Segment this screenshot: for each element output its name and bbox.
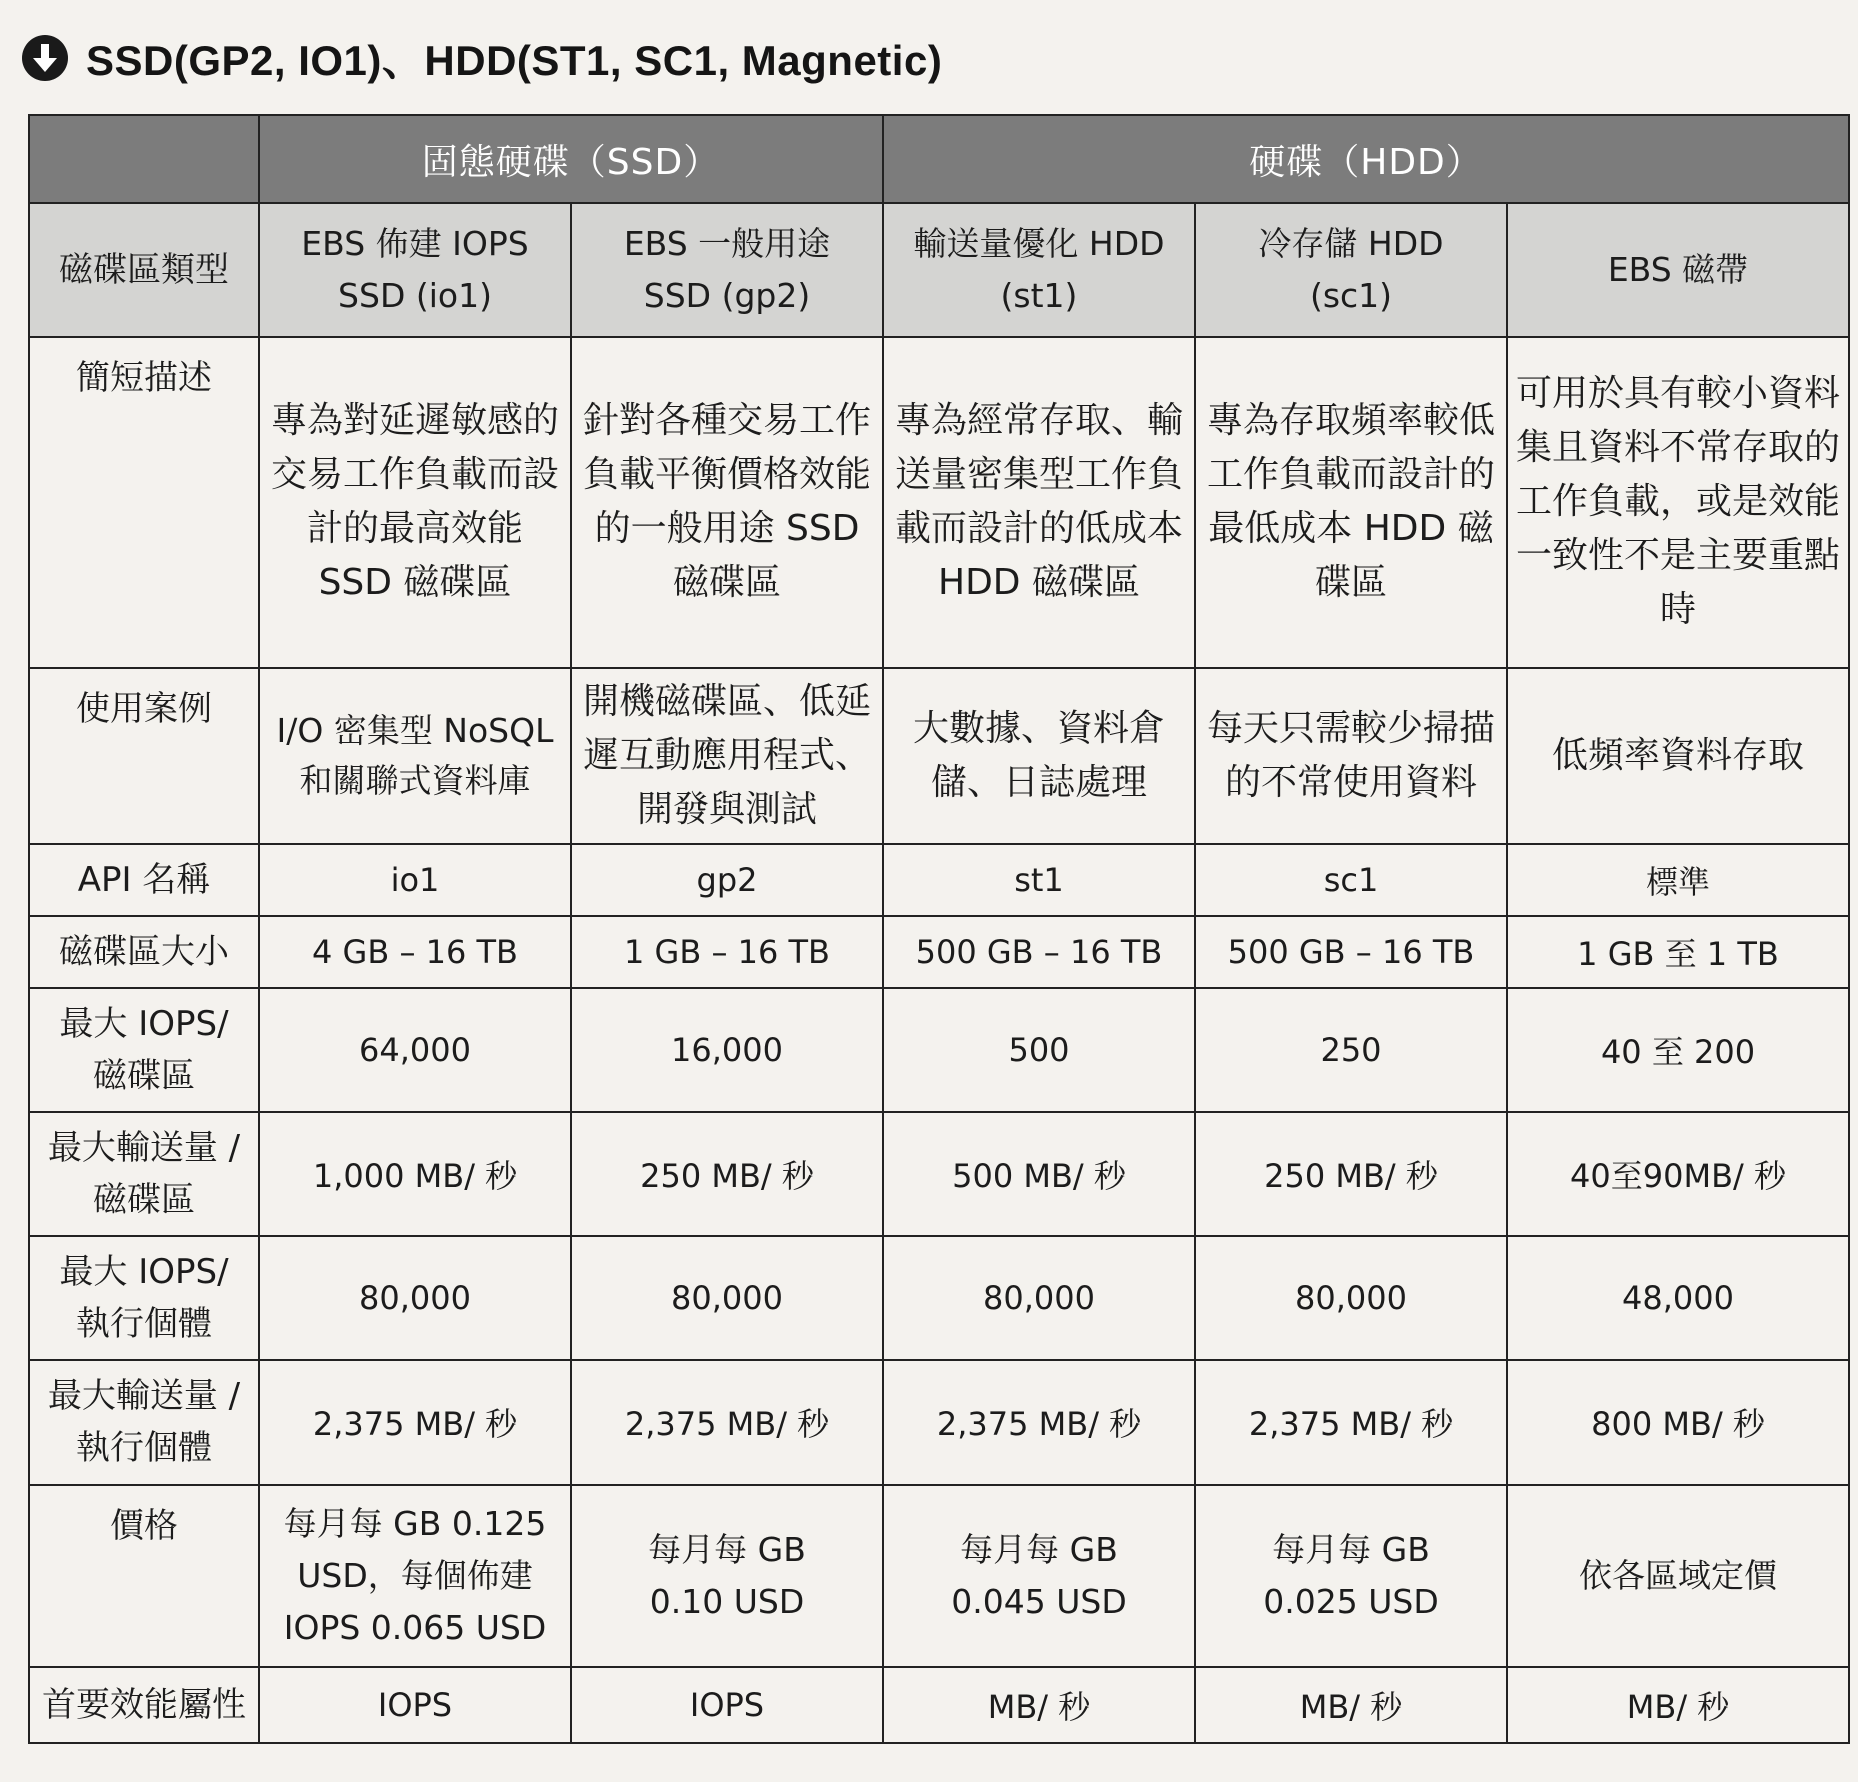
price-line-2: 0.10 USD [649, 1581, 805, 1621]
table-row-max-throughput-instance [29, 1360, 1849, 1484]
table-row-max-iops-volume [29, 988, 1849, 1112]
row-label-throughput-volume [29, 1112, 259, 1236]
table-row-api [29, 844, 1849, 916]
api-cell: gp2 [571, 844, 883, 916]
size-cell: 1 GB 至 1 TB [1507, 916, 1849, 988]
type-line-2: SSD (io1) [338, 276, 492, 316]
iops-volume-cell: 40 至 200 [1507, 988, 1849, 1112]
row-label-type: 磁碟區類型 [29, 203, 259, 337]
use-cell: 大數據、資料倉儲、日誌處理 [883, 668, 1195, 844]
ebs-volume-table [28, 114, 1850, 1744]
price-cell [1507, 1485, 1849, 1667]
table-row-size [29, 916, 1849, 988]
throughput-volume-cell: 250 MB/ 秒 [1195, 1112, 1507, 1236]
type-line-1: EBS 一般用途 [623, 224, 831, 264]
row-label-iops-volume [29, 988, 259, 1112]
type-line-1: 輸送量優化 HDD [913, 224, 1165, 264]
price-line-1: 每月每 GB [960, 1529, 1118, 1569]
type-line-2: (sc1) [1309, 276, 1393, 316]
api-cell: sc1 [1195, 844, 1507, 916]
desc-cell: 專為經常存取、輸送量密集型工作負載而設計的低成本 HDD 磁碟區 [883, 337, 1195, 667]
group-header-row [29, 115, 1849, 203]
row-label-line-1: 最大輸送量 / [47, 1376, 241, 1417]
throughput-instance-cell: 2,375 MB/ 秒 [1195, 1360, 1507, 1484]
row-label-desc: 簡短描述 [29, 337, 259, 667]
row-label-line-2: 磁碟區 [93, 1056, 195, 1097]
use-cell: 開機磁碟區、低延遲互動應用程式、開發與測試 [571, 668, 883, 844]
perf-cell: IOPS [571, 1667, 883, 1743]
ebs-volume-table-container [28, 114, 1848, 1744]
perf-cell: MB/ 秒 [883, 1667, 1195, 1743]
desc-cell: 專為存取頻率較低工作負載而設計的最低成本 HDD 磁碟區 [1195, 337, 1507, 667]
price-line-2: 0.045 USD [951, 1581, 1127, 1621]
throughput-volume-cell: 1,000 MB/ 秒 [259, 1112, 571, 1236]
table-row-use-case [29, 668, 1849, 844]
row-label-line-2: 執行個體 [76, 1428, 212, 1469]
api-cell: st1 [883, 844, 1195, 916]
row-label-price: 價格 [29, 1485, 259, 1667]
type-line-2: SSD (gp2) [643, 276, 811, 316]
perf-cell: MB/ 秒 [1195, 1667, 1507, 1743]
row-label-size: 磁碟區大小 [29, 916, 259, 988]
down-arrow-circle-icon [22, 35, 68, 81]
price-cell [883, 1485, 1195, 1667]
row-label-line-1: 最大輸送量 / [47, 1128, 241, 1169]
table-row-price [29, 1485, 1849, 1667]
api-cell: 標準 [1507, 844, 1849, 916]
iops-volume-cell: 64,000 [259, 988, 571, 1112]
price-line-1: 每月每 GB 0.125 [283, 1503, 547, 1543]
use-cell: I/O 密集型 NoSQL 和關聯式資料庫 [259, 668, 571, 844]
page-title: SSD(GP2, IO1)、HDD(ST1, SC1, Magnetic) [86, 37, 943, 84]
perf-cell: MB/ 秒 [1507, 1667, 1849, 1743]
throughput-volume-cell: 40至90MB/ 秒 [1507, 1112, 1849, 1236]
table-row-description [29, 337, 1849, 667]
row-label-api: API 名稱 [29, 844, 259, 916]
iops-instance-cell: 80,000 [259, 1236, 571, 1360]
iops-instance-cell: 48,000 [1507, 1236, 1849, 1360]
row-label-throughput-instance [29, 1360, 259, 1484]
desc-cell: 專為對延遲敏感的交易工作負載而設計的最高效能 SSD 磁碟區 [259, 337, 571, 667]
throughput-instance-cell: 2,375 MB/ 秒 [883, 1360, 1195, 1484]
type-gp2 [571, 203, 883, 337]
group-header-hdd: 硬碟（HDD） [883, 115, 1849, 203]
throughput-volume-cell: 250 MB/ 秒 [571, 1112, 883, 1236]
desc-cell: 針對各種交易工作負載平衡價格效能的一般用途 SSD 磁碟區 [571, 337, 883, 667]
price-line-1: 每月每 GB [648, 1529, 806, 1569]
size-cell: 500 GB – 16 TB [1195, 916, 1507, 988]
iops-volume-cell: 250 [1195, 988, 1507, 1112]
iops-volume-cell: 16,000 [571, 988, 883, 1112]
price-line-2: 0.025 USD [1263, 1581, 1439, 1621]
type-sc1 [1195, 203, 1507, 337]
price-line-2: USD，每個佈建 [297, 1555, 533, 1595]
table-row-max-throughput-volume [29, 1112, 1849, 1236]
desc-cell: 可用於具有較小資料集且資料不常存取的工作負載，或是效能一致性不是主要重點時 [1507, 337, 1849, 667]
type-line-1: 冷存儲 HDD [1258, 224, 1444, 264]
use-cell: 每天只需較少掃描的不常使用資料 [1195, 668, 1507, 844]
table-row-max-iops-instance [29, 1236, 1849, 1360]
throughput-instance-cell: 2,375 MB/ 秒 [259, 1360, 571, 1484]
size-cell: 500 GB – 16 TB [883, 916, 1195, 988]
row-label-line-2: 磁碟區 [93, 1180, 195, 1221]
use-cell: 低頻率資料存取 [1507, 668, 1849, 844]
group-header-ssd: 固態硬碟（SSD） [259, 115, 883, 203]
row-label-perf: 首要效能屬性 [29, 1667, 259, 1743]
throughput-instance-cell: 2,375 MB/ 秒 [571, 1360, 883, 1484]
row-label-line-1: 最大 IOPS/ [59, 1004, 229, 1045]
price-cell [571, 1485, 883, 1667]
type-line-2: (st1) [1000, 276, 1078, 316]
size-cell: 1 GB – 16 TB [571, 916, 883, 988]
price-line-1: 依各區域定價 [1579, 1555, 1778, 1595]
throughput-instance-cell: 800 MB/ 秒 [1507, 1360, 1849, 1484]
size-cell: 4 GB – 16 TB [259, 916, 571, 988]
type-st1 [883, 203, 1195, 337]
price-line-1: 每月每 GB [1272, 1529, 1430, 1569]
row-label-iops-instance [29, 1236, 259, 1360]
api-cell: io1 [259, 844, 571, 916]
iops-volume-cell: 500 [883, 988, 1195, 1112]
type-line-1: EBS 磁帶 [1607, 250, 1749, 290]
section-heading [22, 28, 942, 88]
iops-instance-cell: 80,000 [1195, 1236, 1507, 1360]
iops-instance-cell: 80,000 [883, 1236, 1195, 1360]
type-header-row [29, 203, 1849, 337]
type-magnetic [1507, 203, 1849, 337]
row-label-line-2: 執行個體 [76, 1304, 212, 1345]
type-line-1: EBS 佈建 IOPS [301, 224, 529, 264]
price-cell [259, 1485, 571, 1667]
row-label-use: 使用案例 [29, 668, 259, 844]
price-line-3: IOPS 0.065 USD [283, 1607, 547, 1647]
perf-cell: IOPS [259, 1667, 571, 1743]
throughput-volume-cell: 500 MB/ 秒 [883, 1112, 1195, 1236]
group-header-blank [29, 115, 259, 203]
iops-instance-cell: 80,000 [571, 1236, 883, 1360]
row-label-line-1: 最大 IOPS/ [59, 1252, 229, 1293]
type-io1 [259, 203, 571, 337]
table-row-performance-attribute [29, 1667, 1849, 1743]
price-cell [1195, 1485, 1507, 1667]
